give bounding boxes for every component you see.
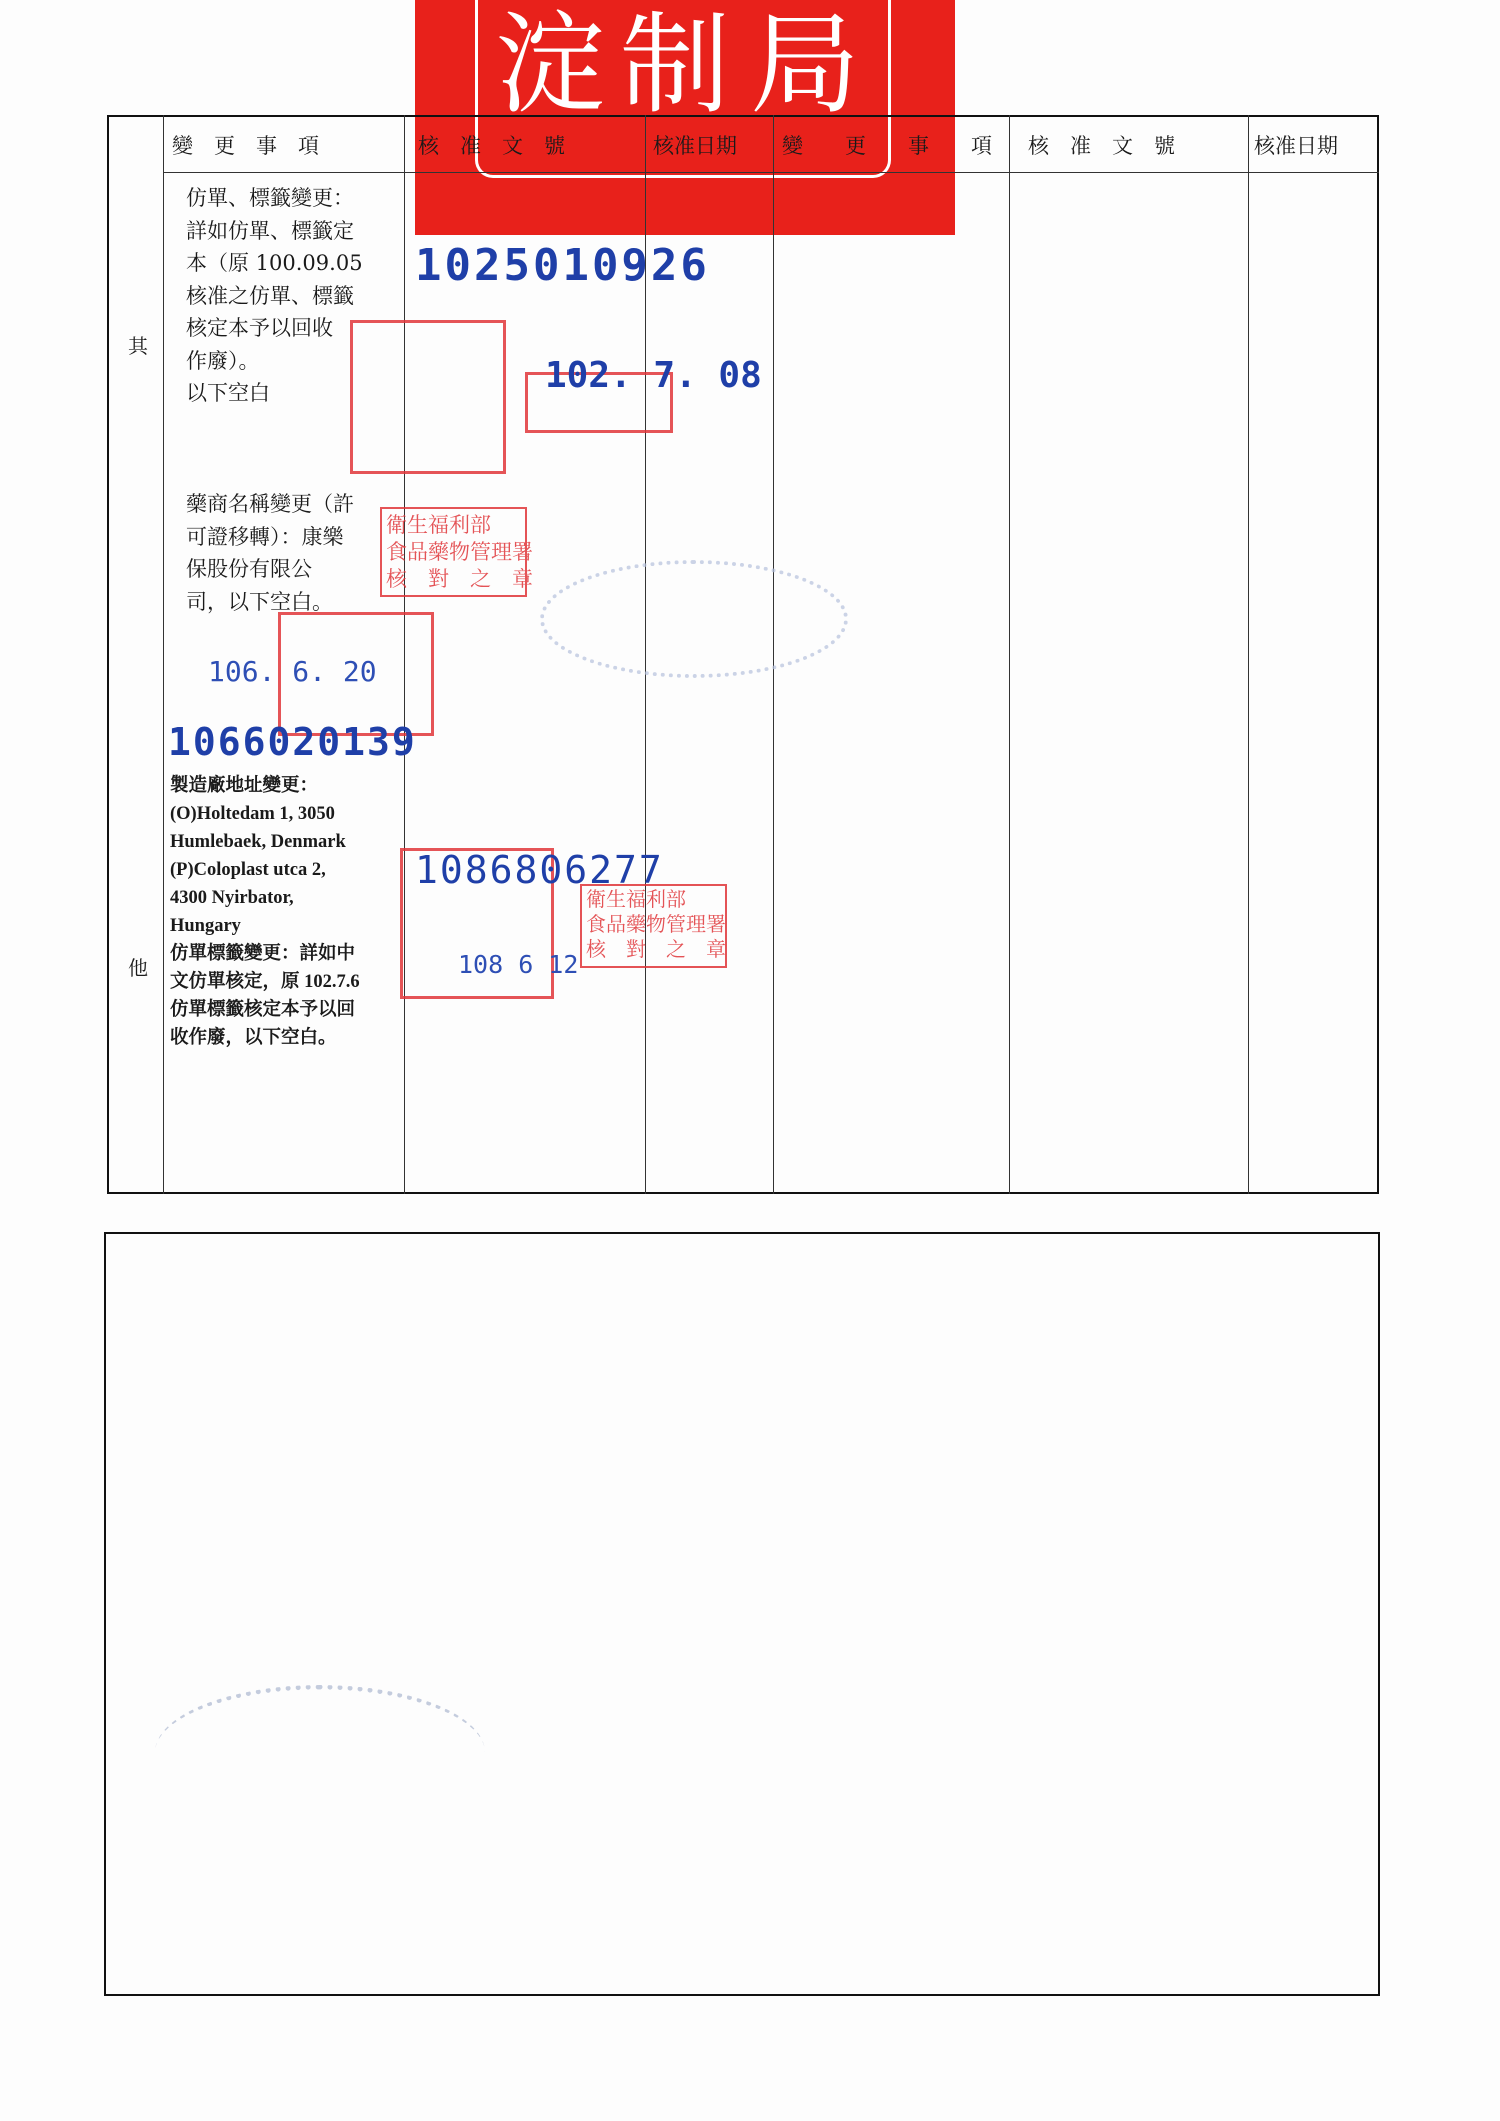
header-doc-number-2: 核 准 文 號 — [1028, 134, 1175, 158]
seal-glyph-1: 淀 — [495, 1, 605, 129]
verification-stamp-text: 衛生福利部 食品藥物管理署 核 對 之 章 — [386, 513, 533, 591]
approval-date-3: 108 6 12 — [458, 950, 579, 979]
header-doc-number: 核 准 文 號 — [418, 134, 565, 158]
approval-doc-number-3: 1086806277 — [415, 848, 664, 892]
entry-label-change: 仿單、標籤變更： 詳如仿單、標籤定 本（原 100.09.05 核准之仿單、標籤 核定本予以回收 作廢）。 以下空白 — [186, 186, 363, 405]
verification-stamp-square — [350, 320, 506, 474]
header-change-items: 變 更 事 項 — [172, 134, 319, 158]
side-label-other-2: 他 — [128, 956, 148, 980]
verification-stamp-rect-2 — [580, 884, 727, 968]
entry-name-change: 藥商名稱變更（許 可證移轉）：康樂 保股份有限公 司，以下空白。 — [186, 492, 354, 614]
header-approval-date-2: 核准日期 — [1254, 134, 1338, 158]
header-approval-date: 核准日期 — [653, 134, 737, 158]
table-col-divider — [1248, 115, 1249, 1194]
faded-seal-impression — [540, 560, 848, 678]
approval-date-1: 102. 7. 08 — [545, 355, 762, 396]
side-label-other-1: 其 — [128, 334, 148, 358]
faded-seal-impression-2 — [155, 1685, 485, 1820]
verification-stamp-text-2: 衛生福利部 食品藥物管理署 核 對 之 章 — [586, 887, 726, 961]
seal-glyph-3: 局 — [750, 1, 860, 129]
header-change-items-2: 變 更 事 項 — [782, 134, 992, 158]
approval-doc-number-1: 1025010926 — [415, 240, 710, 291]
seal-glyph-2: 制 — [620, 1, 730, 129]
approval-date-2: 106. 6. 20 — [208, 655, 377, 688]
table-col-divider — [1009, 115, 1010, 1194]
blank-record-table — [104, 1232, 1380, 1996]
approval-doc-number-2: 1066020139 — [168, 720, 417, 764]
table-col-divider — [163, 115, 164, 1194]
entry-address-change: 製造廠地址變更： (O)Holtedam 1, 3050 Humlebaek, Denmark (P)Coloplast utca 2, 4300 Nyirbator, Hungary 仿單標籤變更：詳如中 文仿單核定，原 102.7.6 仿單標籤核定本予以回 收作廢，以下空白。 — [170, 776, 360, 1048]
table-header-divider — [163, 172, 1379, 173]
verification-stamp-rect — [380, 507, 533, 597]
